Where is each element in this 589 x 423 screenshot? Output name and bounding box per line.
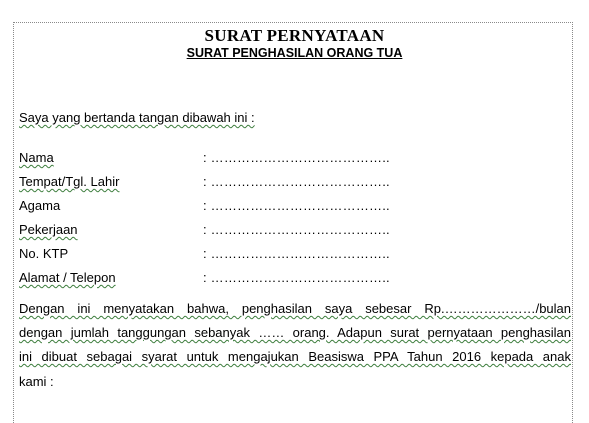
field-row-nama	[19, 150, 439, 168]
field-value: : …………………………………..	[203, 222, 390, 237]
field-label: Pekerjaan	[19, 222, 78, 237]
field-row-agama	[19, 198, 439, 216]
field-label: No. KTP	[19, 246, 69, 261]
field-value: : …………………………………..	[203, 246, 390, 261]
field-value: : …………………………………..	[203, 198, 390, 213]
field-value: : …………………………………..	[203, 150, 390, 165]
field-row-no-ktp	[19, 246, 439, 264]
field-value: : …………………………………..	[203, 174, 390, 189]
field-label: Nama	[19, 150, 54, 165]
field-label: Tempat/Tgl. Lahir	[19, 174, 120, 189]
paragraph-line: Dengan ini menyatakan bahwa, penghasilan saya sebesar Rp.…………………/bulan	[19, 301, 571, 316]
field-row-tempat-tgl-lahir	[19, 174, 439, 192]
field-value: : …………………………………..	[203, 270, 390, 285]
intro-text: Saya yang bertanda tangan dibawah ini :	[19, 110, 255, 125]
field-label: Agama	[19, 198, 61, 213]
paragraph-line: kami :	[19, 374, 54, 389]
document-title: SURAT PERNYATAAN	[204, 26, 385, 45]
field-label: Alamat / Telepon	[19, 270, 116, 285]
field-row-alamat-telepon	[19, 270, 439, 288]
document-subtitle: SURAT PENGHASILAN ORANG TUA	[186, 46, 403, 60]
field-row-pekerjaan	[19, 222, 439, 240]
paragraph-line: ini dibuat sebagai syarat untuk mengajukan Beasiswa PPA Tahun 2016 kepada anak	[19, 349, 571, 364]
paragraph-line: dengan jumlah tanggungan sebanyak …… orang. Adapun surat pernyataan penghasilan	[19, 325, 571, 340]
